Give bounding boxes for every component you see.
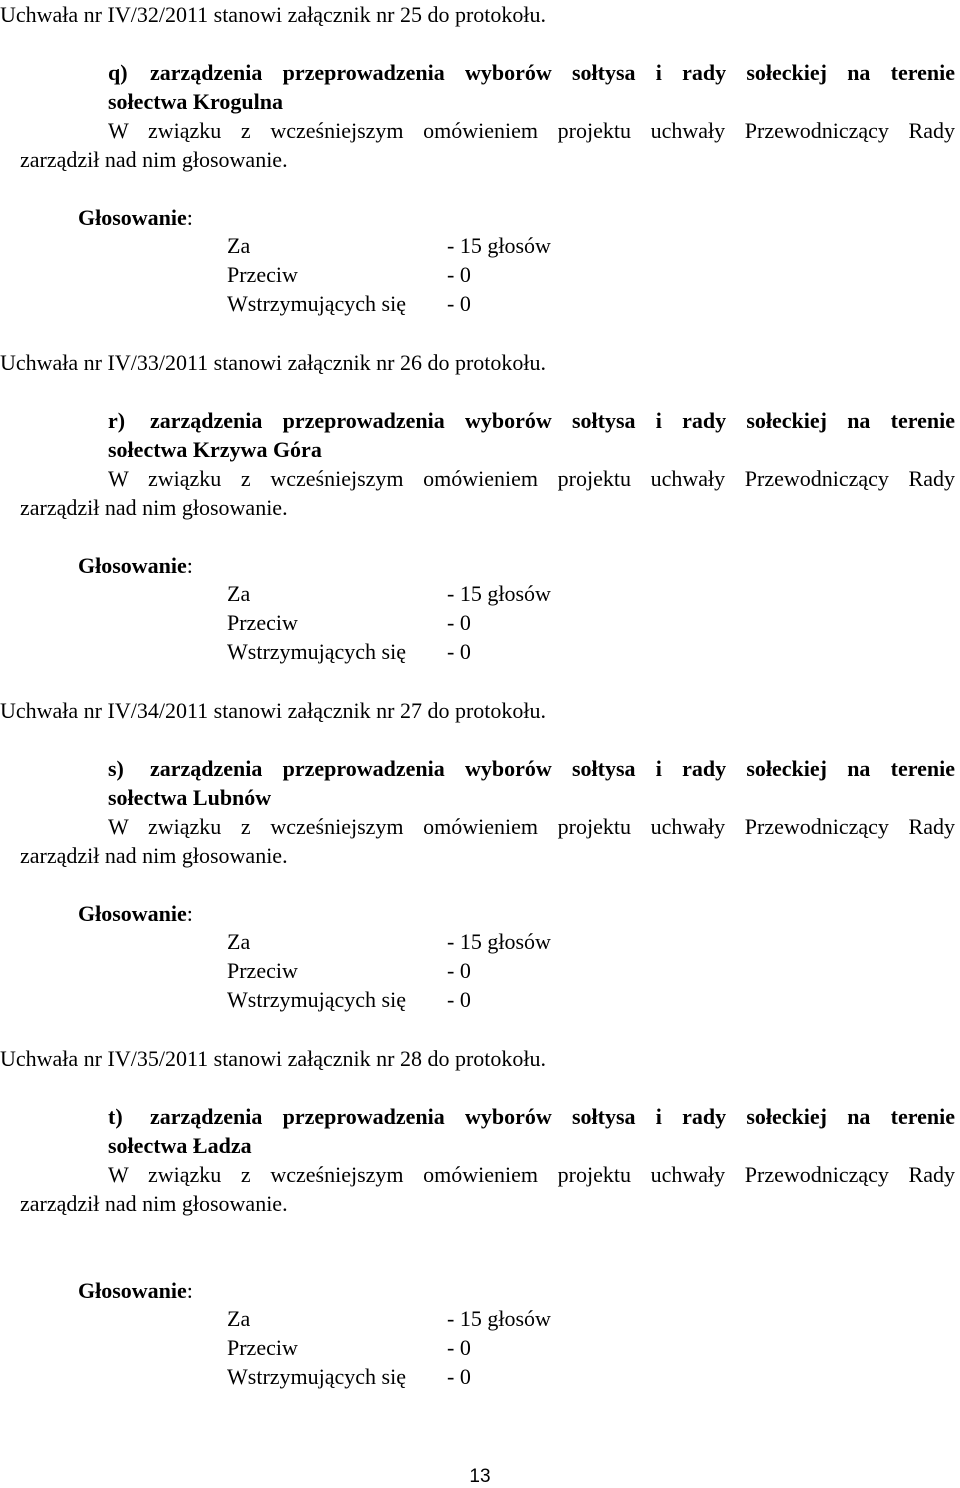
page-number: 13 (469, 1466, 491, 1487)
vote-name: Przeciw (227, 1335, 298, 1360)
vote-name: Wstrzymujących się (227, 1364, 406, 1389)
item-heading: zarządzenia przeprowadzenia wyborów sołtysa i rady sołeckiej na terenie (150, 1104, 955, 1129)
vote-name: Za (227, 1306, 251, 1331)
voting-heading (78, 553, 193, 579)
vote-value: - 0 (447, 958, 471, 983)
voting-colon: : (186, 553, 193, 578)
item-intro: W związku z wcześniejszym omówieniem projektu uchwały Przewodniczący Rady (108, 118, 955, 143)
vote-value: - 15 głosów (447, 1306, 551, 1331)
vote-name: Za (227, 929, 251, 954)
voting-label: Głosowanie (78, 205, 187, 230)
item-letter: t) (108, 1104, 123, 1129)
item-intro: W związku z wcześniejszym omówieniem projektu uchwały Przewodniczący Rady (108, 1162, 955, 1187)
item-intro-continued: zarządził nad nim głosowanie. (20, 147, 288, 172)
vote-value: - 0 (447, 262, 471, 287)
voting-heading (78, 901, 193, 927)
vote-name: Wstrzymujących się (227, 987, 406, 1012)
vote-name: Przeciw (227, 610, 298, 635)
item-intro-continued: zarządził nad nim głosowanie. (20, 843, 288, 868)
vote-value: - 0 (447, 639, 471, 664)
voting-heading (78, 205, 193, 231)
voting-heading (78, 1278, 193, 1304)
vote-value: - 0 (447, 610, 471, 635)
voting-label: Głosowanie (78, 1278, 187, 1303)
item-letter: r) (108, 408, 126, 433)
vote-value: - 0 (447, 1364, 471, 1389)
vote-value: - 15 głosów (447, 233, 551, 258)
vote-value: - 0 (447, 1335, 471, 1360)
item-heading-continued: sołectwa Krogulna (108, 89, 283, 114)
vote-value: - 15 głosów (447, 929, 551, 954)
vote-name: Za (227, 581, 251, 606)
voting-colon: : (186, 901, 193, 926)
vote-name: Za (227, 233, 251, 258)
vote-value: - 15 głosów (447, 581, 551, 606)
voting-label: Głosowanie (78, 901, 187, 926)
vote-name: Przeciw (227, 262, 298, 287)
item-heading-continued: sołectwa Krzywa Góra (108, 437, 322, 462)
resolution-note: Uchwała nr IV/35/2011 stanowi załącznik nr 28 do protokołu. (0, 1046, 546, 1071)
resolution-note: Uchwała nr IV/32/2011 stanowi załącznik nr 25 do protokołu. (0, 2, 546, 27)
vote-name: Przeciw (227, 958, 298, 983)
item-intro: W związku z wcześniejszym omówieniem projektu uchwały Przewodniczący Rady (108, 814, 955, 839)
voting-colon: : (186, 205, 193, 230)
vote-name: Wstrzymujących się (227, 291, 406, 316)
vote-name: Wstrzymujących się (227, 639, 406, 664)
resolution-note: Uchwała nr IV/33/2011 stanowi załącznik nr 26 do protokołu. (0, 350, 546, 375)
item-intro-continued: zarządził nad nim głosowanie. (20, 495, 288, 520)
item-heading: zarządzenia przeprowadzenia wyborów sołtysa i rady sołeckiej na terenie (150, 756, 955, 781)
item-heading-continued: sołectwa Lubnów (108, 785, 272, 810)
voting-colon: : (186, 1278, 193, 1303)
resolution-note: Uchwała nr IV/34/2011 stanowi załącznik nr 27 do protokołu. (0, 698, 546, 723)
item-heading-continued: sołectwa Ładza (108, 1133, 252, 1158)
voting-label: Głosowanie (78, 553, 187, 578)
item-intro: W związku z wcześniejszym omówieniem projektu uchwały Przewodniczący Rady (108, 466, 955, 491)
item-heading: zarządzenia przeprowadzenia wyborów sołtysa i rady sołeckiej na terenie (150, 408, 955, 433)
item-heading: zarządzenia przeprowadzenia wyborów sołtysa i rady sołeckiej na terenie (150, 60, 955, 85)
item-letter: s) (108, 756, 124, 781)
vote-value: - 0 (447, 291, 471, 316)
vote-value: - 0 (447, 987, 471, 1012)
item-intro-continued: zarządził nad nim głosowanie. (20, 1191, 288, 1216)
item-letter: q) (108, 60, 128, 85)
